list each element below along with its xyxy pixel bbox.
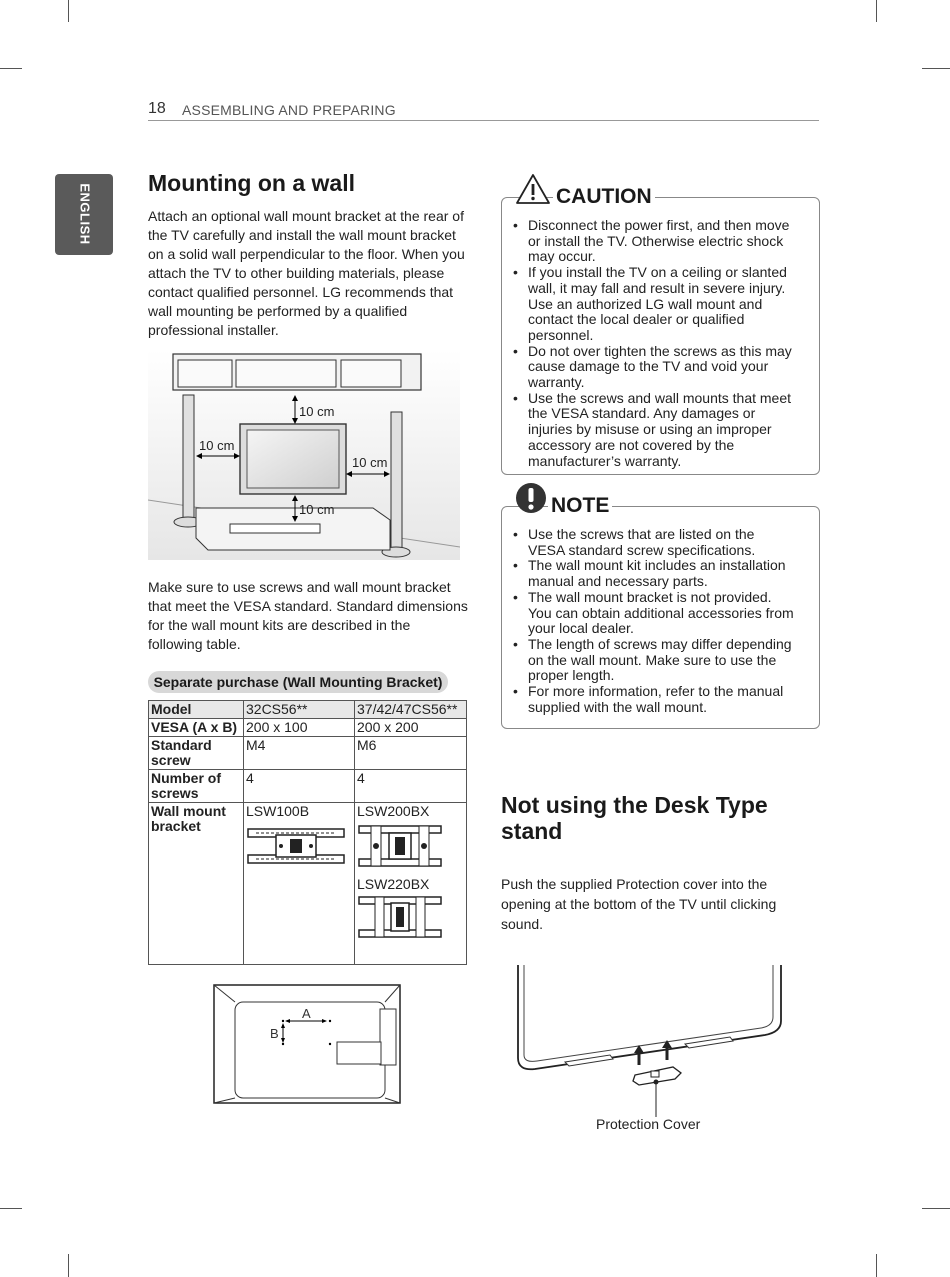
table-cell: 200 x 200 — [355, 719, 467, 737]
table-cell: 200 x 100 — [244, 719, 355, 737]
desk-stand-text: Push the supplied Protection cover into the opening at the bottom of the TV until clicking sound. — [501, 876, 777, 932]
clearance-right-label: 10 cm — [352, 455, 388, 470]
crop-mark — [876, 0, 877, 22]
table-cell: 4 — [244, 770, 355, 803]
table-cell: VESA (A x B) — [149, 719, 244, 737]
clearance-top-label: 10 cm — [299, 404, 335, 419]
clearance-left-label: 10 cm — [199, 438, 235, 453]
list-item: • If you install the TV on a ceiling or slanted wall, it may fall and result in severe injury. Use an authorized LG wall mount and contact the local dealer or qualified personnel. — [512, 265, 794, 344]
warning-triangle-icon — [515, 173, 551, 205]
table-cell: Model — [149, 701, 244, 719]
clearance-bottom-label: 10 cm — [299, 502, 335, 517]
table-row — [149, 719, 467, 737]
protection-cover-illustration — [515, 963, 785, 1118]
vesa-b-label: B — [270, 1026, 279, 1041]
mounting-title: Mounting on a wall — [148, 170, 355, 196]
table-row — [149, 803, 467, 965]
crop-mark — [922, 1208, 950, 1209]
table-cell — [244, 803, 355, 965]
note-list — [512, 527, 794, 715]
spec-table — [148, 700, 467, 965]
crop-mark — [0, 68, 22, 69]
crop-mark — [68, 1254, 69, 1277]
wall-mount-illustration — [148, 350, 460, 560]
table-row — [149, 770, 467, 803]
tv-rear-vesa-diagram — [213, 984, 401, 1104]
desk-stand-title: Not using the Desk Type stand — [501, 792, 768, 844]
page-number: 18 — [148, 100, 166, 117]
note-title: NOTE — [548, 494, 612, 518]
crop-mark — [68, 0, 69, 22]
list-item: • Do not over tighten the screws as this may cause damage to the TV and void your warranty. — [512, 344, 794, 391]
bracket-name: LSW220BX — [357, 876, 430, 892]
crop-mark — [876, 1254, 877, 1277]
bracket-lsw100b-image — [246, 825, 346, 867]
table-row — [149, 737, 467, 770]
table-cell: 4 — [355, 770, 467, 803]
list-item: • The length of screws may differ depending on the wall mount. Make sure to use the proper length. — [512, 637, 794, 684]
list-item: • Use the screws that are listed on the VESA standard screw specifications. — [512, 527, 794, 558]
table-row — [149, 701, 467, 719]
language-tab-label: ENGLISH — [77, 183, 93, 245]
crop-mark — [922, 68, 950, 69]
exclamation-icon — [515, 482, 547, 514]
list-item: • Use the screws and wall mounts that meet the VESA standard. Any damages or injuries by misuse or using an improper accessory are not covered by the manufacturer’s warranty. — [512, 391, 794, 470]
caution-list — [512, 218, 794, 469]
bracket-lsw200bx-image — [357, 823, 443, 869]
header-rule — [148, 120, 819, 121]
table-cell: 37/42/47CS56** — [355, 701, 467, 719]
table-cell: Standard screw — [149, 737, 244, 770]
bracket-name: LSW200BX — [357, 803, 430, 819]
language-tab — [55, 174, 113, 255]
vesa-text: Make sure to use screws and wall mount bracket that meet the VESA standard. Standard dimensions for the wall mount kits are described in the following table. — [148, 579, 468, 652]
table-cell: 32CS56** — [244, 701, 355, 719]
table-cell — [355, 803, 467, 965]
list-item: • The wall mount bracket is not provided. You can obtain additional accessories from your local dealer. — [512, 590, 794, 637]
list-item: • Disconnect the power first, and then move or install the TV. Otherwise electric shock may occur. — [512, 218, 794, 265]
bracket-name: LSW100B — [246, 803, 310, 819]
list-item: • For more information, refer to the manual supplied with the wall mount. — [512, 684, 794, 715]
table-caption: Separate purchase (Wall Mounting Bracket) — [148, 671, 448, 693]
list-item: • The wall mount kit includes an installation manual and necessary parts. — [512, 558, 794, 589]
mounting-intro: Attach an optional wall mount bracket at the rear of the TV carefully and install the wall mount bracket on a solid wall perpendicular to the floor. When you attach the TV to other building materials, please contact qualified personnel. LG recommends that wall mounting be performed by a qualified professional installer. — [148, 208, 465, 338]
crop-mark — [0, 1208, 22, 1209]
table-cell: M4 — [244, 737, 355, 770]
section-title: ASSEMBLING AND PREPARING — [182, 102, 396, 118]
table-cell: Wall mount bracket — [149, 803, 244, 965]
table-cell: M6 — [355, 737, 467, 770]
caution-title: CAUTION — [553, 185, 655, 209]
table-cell: Number of screws — [149, 770, 244, 803]
bracket-lsw220bx-image — [357, 894, 443, 940]
vesa-a-label: A — [302, 1006, 311, 1021]
protection-cover-label: Protection Cover — [596, 1116, 701, 1132]
